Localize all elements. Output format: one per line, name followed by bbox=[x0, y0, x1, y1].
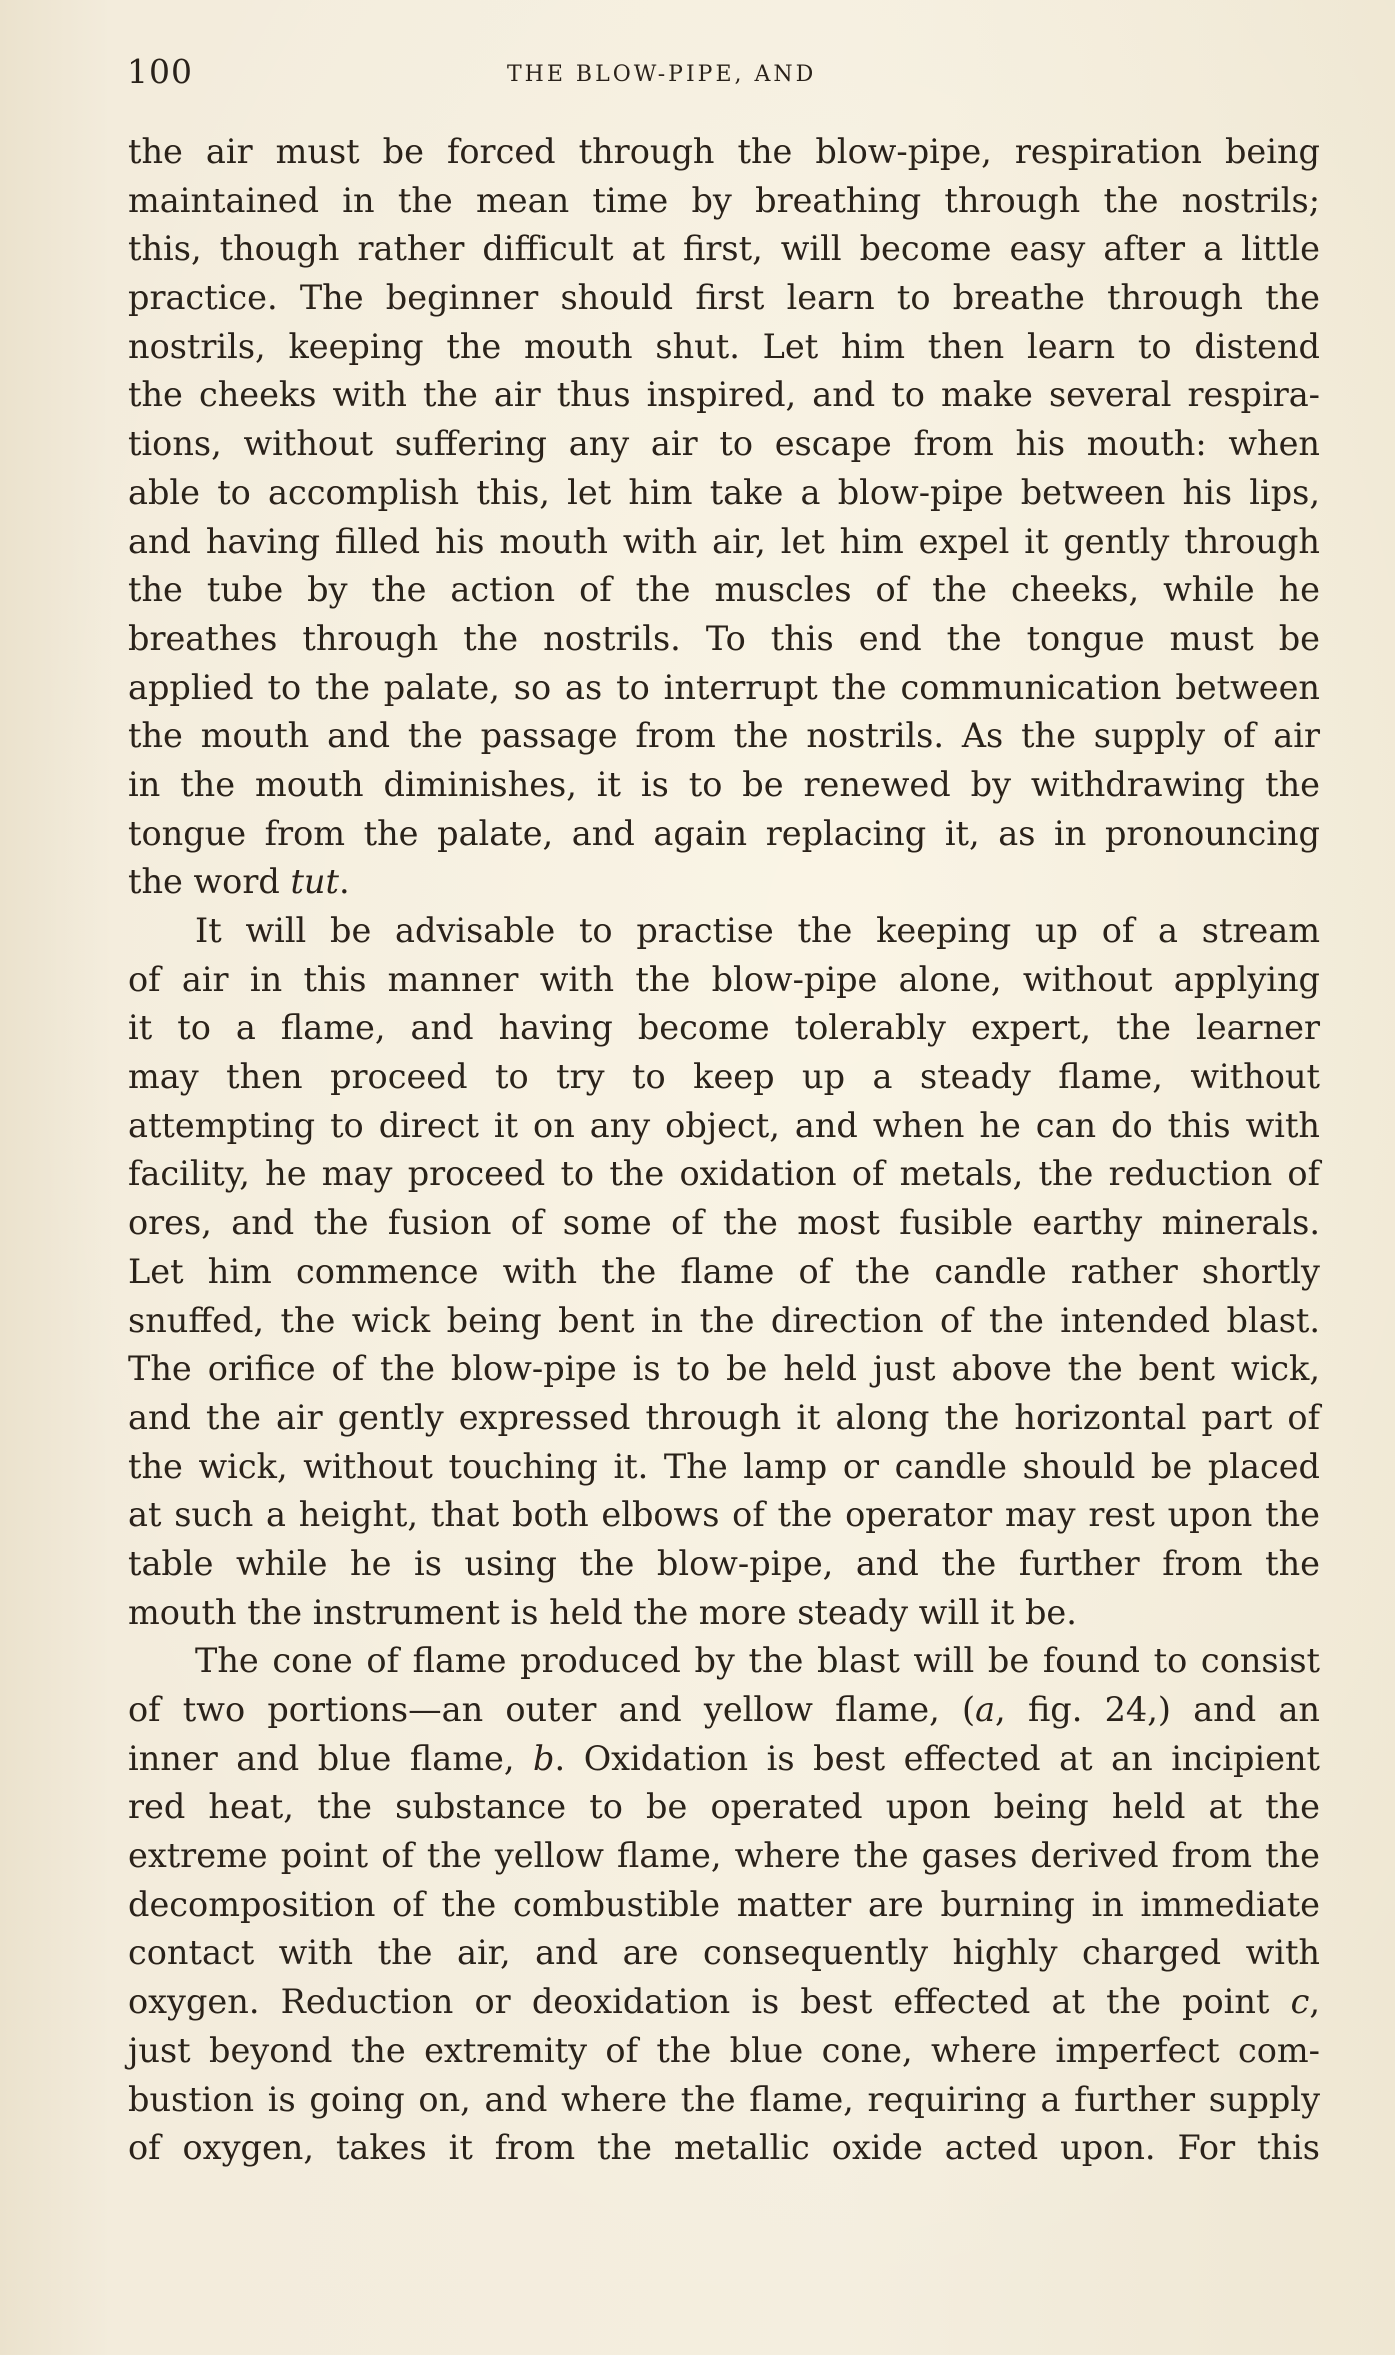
text-line bbox=[128, 1735, 1320, 1784]
page-header bbox=[127, 52, 1322, 102]
text-line: extreme point of the yellow flame, where the gases derived from the bbox=[128, 1836, 1320, 1876]
text-line: tions, without suffering any air to escape from his mouth: when bbox=[128, 424, 1320, 464]
text-line: in the mouth diminishes, it is to be renewed by withdrawing the bbox=[128, 764, 1320, 804]
body-text bbox=[128, 128, 1320, 2173]
text-line: the mouth and the passage from the nostrils. As the supply of air bbox=[128, 716, 1320, 756]
text-line: attempting to direct it on any object, and when he can do this with bbox=[128, 1105, 1320, 1145]
text-line: of oxygen, takes it from the metallic oxide acted upon. For this bbox=[128, 2128, 1320, 2168]
text-line: It will be advisable to practise the keeping up of a stream bbox=[195, 911, 1320, 950]
text-fragment: . bbox=[338, 862, 350, 902]
text-line: and the air gently expressed through it along the horizontal part of bbox=[128, 1397, 1320, 1437]
text-line: applied to the palate, so as to interrupt the communication between bbox=[128, 667, 1320, 707]
italic-letter: a bbox=[975, 1690, 996, 1729]
text-line: ores, and the fusion of some of the most fusible earthy minerals. bbox=[128, 1203, 1320, 1243]
text-line bbox=[128, 1686, 1320, 1735]
text-line: red heat, the substance to be operated upon being held at the bbox=[128, 1787, 1320, 1827]
text-line: decomposition of the combustible matter are burning in immediate bbox=[128, 1884, 1320, 1924]
running-head: THE BLOW-PIPE, AND bbox=[507, 62, 817, 87]
text-line: nostrils, keeping the mouth shut. Let him then learn to distend bbox=[128, 326, 1320, 366]
text-line: The cone of flame produced by the blast will be found to consist bbox=[195, 1641, 1320, 1681]
text-line bbox=[128, 858, 1320, 907]
text-line: maintained in the mean time by breathing through the nostrils; bbox=[128, 180, 1320, 220]
text-line: practice. The beginner should first learn to breathe through the bbox=[128, 278, 1320, 318]
text-fragment: the word bbox=[128, 862, 291, 902]
text-fragment: , bbox=[1309, 1982, 1320, 2022]
text-line: mouth the instrument is held the more steady will it be. bbox=[128, 1592, 1077, 1632]
page-number: 100 bbox=[127, 52, 193, 91]
text-line: bustion is going on, and where the flame, requiring a further supply bbox=[128, 2079, 1320, 2119]
text-line bbox=[128, 1978, 1320, 2027]
italic-letter: b bbox=[533, 1738, 555, 1778]
text-line: the tube by the action of the muscles of the cheeks, while he bbox=[128, 570, 1320, 610]
text-line: it to a flame, and having become tolerably expert, the learner bbox=[128, 1008, 1320, 1048]
italic-letter: c bbox=[1290, 1982, 1310, 2022]
text-line: and having filled his mouth with air, let him expel it gently through bbox=[128, 521, 1320, 561]
text-line: tongue from the palate, and again replacing it, as in pronouncing bbox=[128, 813, 1320, 853]
text-line: Let him commence with the flame of the candle rather shortly bbox=[128, 1251, 1320, 1291]
text-line: snuffed, the wick being bent in the direction of the intended blast. bbox=[128, 1300, 1320, 1340]
text-line: at such a height, that both elbows of the operator may rest upon the bbox=[128, 1495, 1320, 1535]
text-line: the wick, without touching it. The lamp or candle should be placed bbox=[128, 1446, 1320, 1486]
text-line: may then proceed to try to keep up a steady flame, without bbox=[128, 1057, 1320, 1097]
text-line: facility, he may proceed to the oxidation of metals, the reduction of bbox=[128, 1154, 1320, 1194]
text-line: the cheeks with the air thus inspired, and to make several respira- bbox=[128, 375, 1320, 415]
text-fragment: . Oxidation is best effected at an incipient bbox=[554, 1738, 1320, 1778]
text-line: just beyond the extremity of the blue cone, where imperfect com- bbox=[128, 2030, 1320, 2070]
text-fragment: of two portions—an outer and yellow flame, ( bbox=[128, 1690, 976, 1729]
italic-word: tut bbox=[290, 862, 339, 902]
text-fragment: , fig. 24,) and an bbox=[995, 1690, 1320, 1729]
paragraph-3 bbox=[128, 1637, 1320, 2173]
paragraph-1 bbox=[128, 128, 1320, 907]
text-line: breathes through the nostrils. To this end the tongue must be bbox=[128, 618, 1320, 658]
paragraph-2 bbox=[128, 907, 1320, 1637]
text-line: the air must be forced through the blow-pipe, respiration being bbox=[128, 132, 1320, 171]
text-line: contact with the air, and are consequently highly charged with bbox=[128, 1933, 1320, 1973]
text-line: able to accomplish this, let him take a blow-pipe between his lips, bbox=[128, 472, 1320, 512]
text-line: The orifice of the blow-pipe is to be held just above the bent wick, bbox=[128, 1349, 1320, 1389]
text-line: of air in this manner with the blow-pipe alone, without applying bbox=[128, 959, 1320, 999]
text-line: this, though rather difficult at first, will become easy after a little bbox=[128, 229, 1320, 269]
text-fragment: oxygen. Reduction or deoxidation is best effected at the point bbox=[128, 1982, 1291, 2022]
text-line: table while he is using the blow-pipe, and the further from the bbox=[128, 1543, 1320, 1583]
text-fragment: inner and blue flame, bbox=[128, 1738, 534, 1778]
